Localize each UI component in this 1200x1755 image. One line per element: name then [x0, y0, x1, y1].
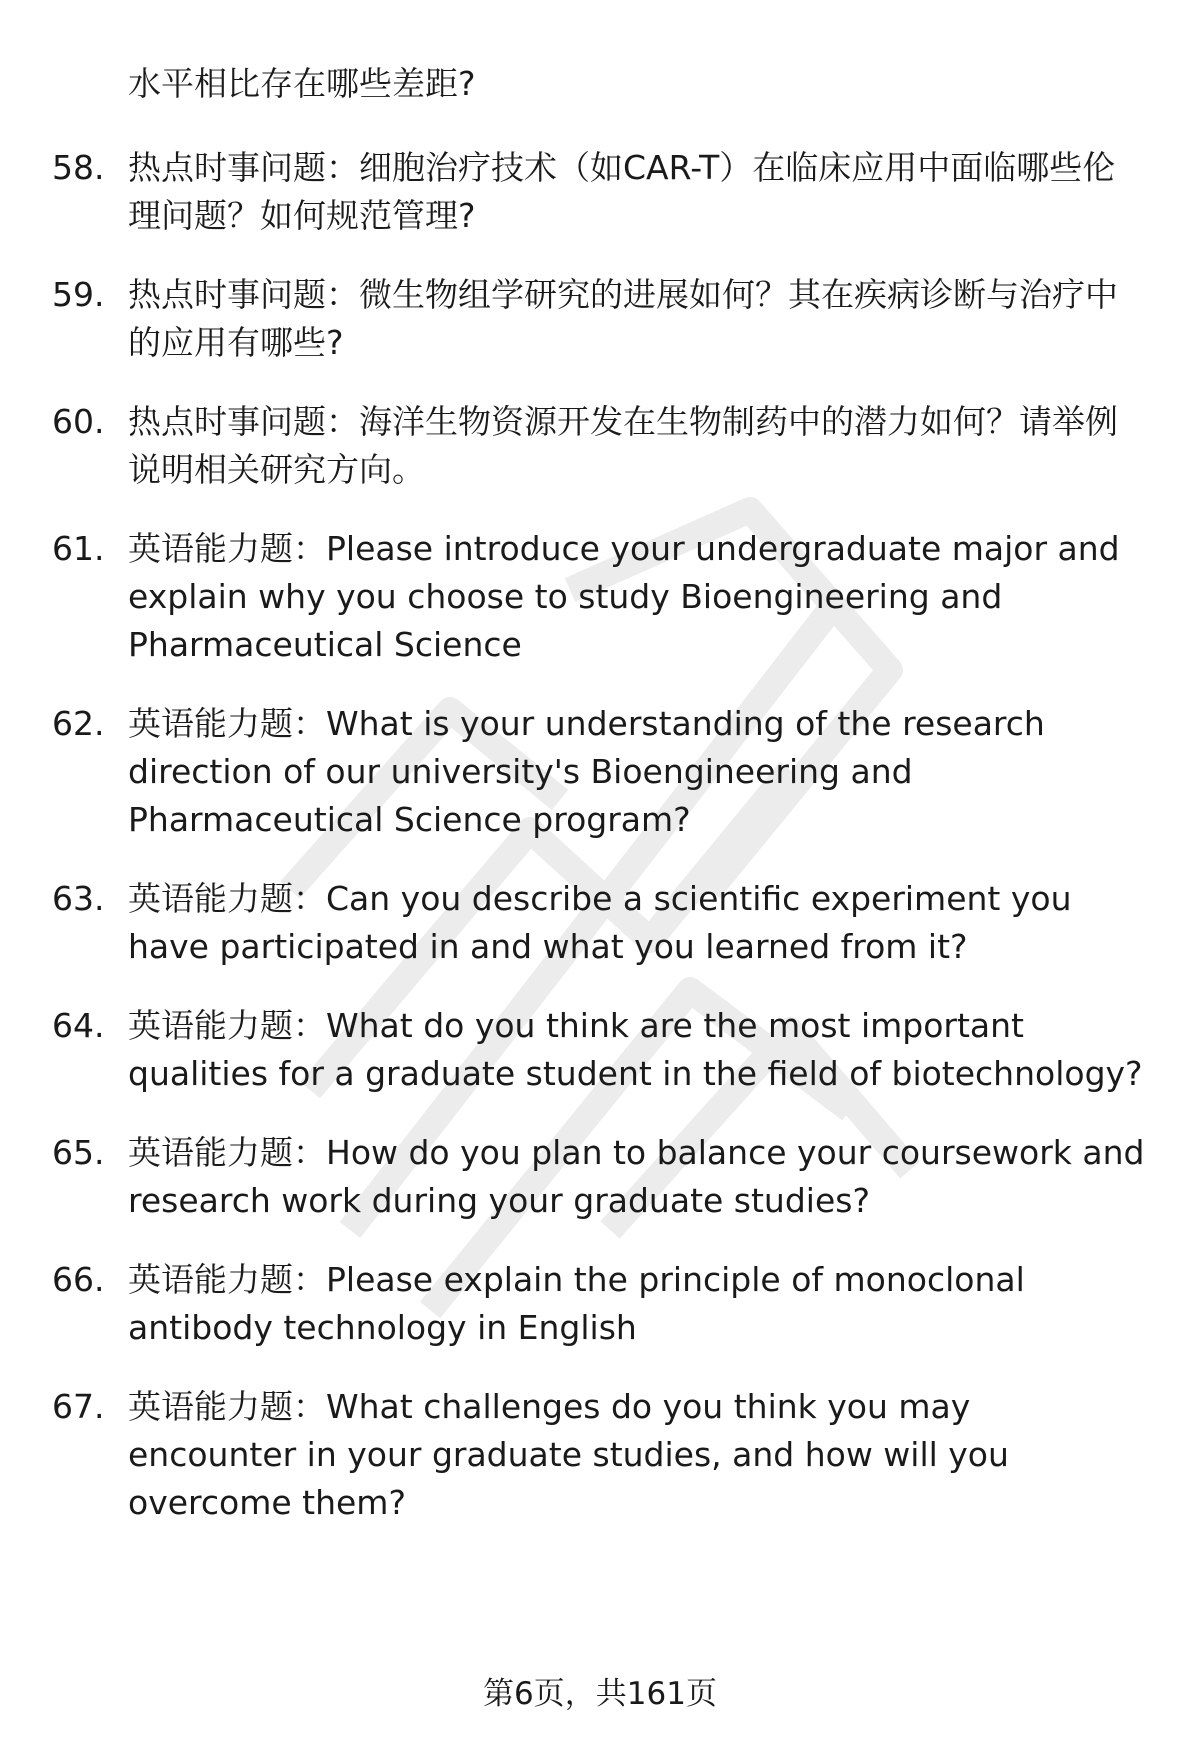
question-item: [52, 1129, 1152, 1225]
question-number: 63.: [52, 879, 105, 918]
question-item: [52, 271, 1152, 367]
question-text: 英语能力题：How do you plan to balance your coursework and research work during your graduate studies?: [128, 1133, 1145, 1220]
question-text: 英语能力题：Can you describe a scientific experiment you have participated in and what you learned from it?: [128, 879, 1072, 966]
page-footer: 第6页，共161页: [483, 1676, 717, 1712]
question-text: 热点时事问题：细胞治疗技术（如CAR-T）在临床应用中面临哪些伦理问题？如何规范管理?: [128, 148, 1116, 235]
question-text: 英语能力题：Please explain the principle of monoclonal antibody technology in English: [128, 1260, 1025, 1347]
question-text: 英语能力题：What is your understanding of the research direction of our university's Bioengineering and Pharmaceutical Science program?: [128, 704, 1045, 839]
question-number: 60.: [52, 402, 105, 441]
question-item: [52, 1002, 1152, 1098]
question-item: [52, 875, 1152, 971]
question-number: 64.: [52, 1006, 105, 1045]
question-text: 英语能力题：What do you think are the most important qualities for a graduate student in the field of biotechnology?: [128, 1006, 1143, 1093]
question-number: 66.: [52, 1260, 105, 1299]
question-text: 英语能力题：What challenges do you think you may encounter in your graduate studies, and how will you overcome them?: [128, 1387, 1009, 1522]
question-list: [52, 144, 1152, 1558]
question-number: 58.: [52, 148, 105, 187]
question-item: [52, 1256, 1152, 1352]
question-item: [52, 525, 1152, 669]
question-number: 65.: [52, 1133, 105, 1172]
question-item: [52, 398, 1152, 494]
question-number: 61.: [52, 529, 105, 568]
question-number: 67.: [52, 1387, 105, 1426]
question-text: 热点时事问题：微生物组学研究的进展如何？其在疾病诊断与治疗中的应用有哪些?: [128, 275, 1118, 362]
question-text: 英语能力题：Please introduce your undergraduate major and explain why you choose to study Bioengineering and Pharmaceutical Science: [128, 529, 1120, 664]
question-item: [52, 700, 1152, 844]
question-number: 59.: [52, 275, 105, 314]
question-item: [52, 144, 1152, 240]
continued-question-text: 水平相比存在哪些差距?: [128, 64, 476, 103]
question-item: [52, 1383, 1152, 1527]
question-text: 热点时事问题：海洋生物资源开发在生物制药中的潜力如何？请举例说明相关研究方向。: [128, 402, 1118, 489]
question-number: 62.: [52, 704, 105, 743]
